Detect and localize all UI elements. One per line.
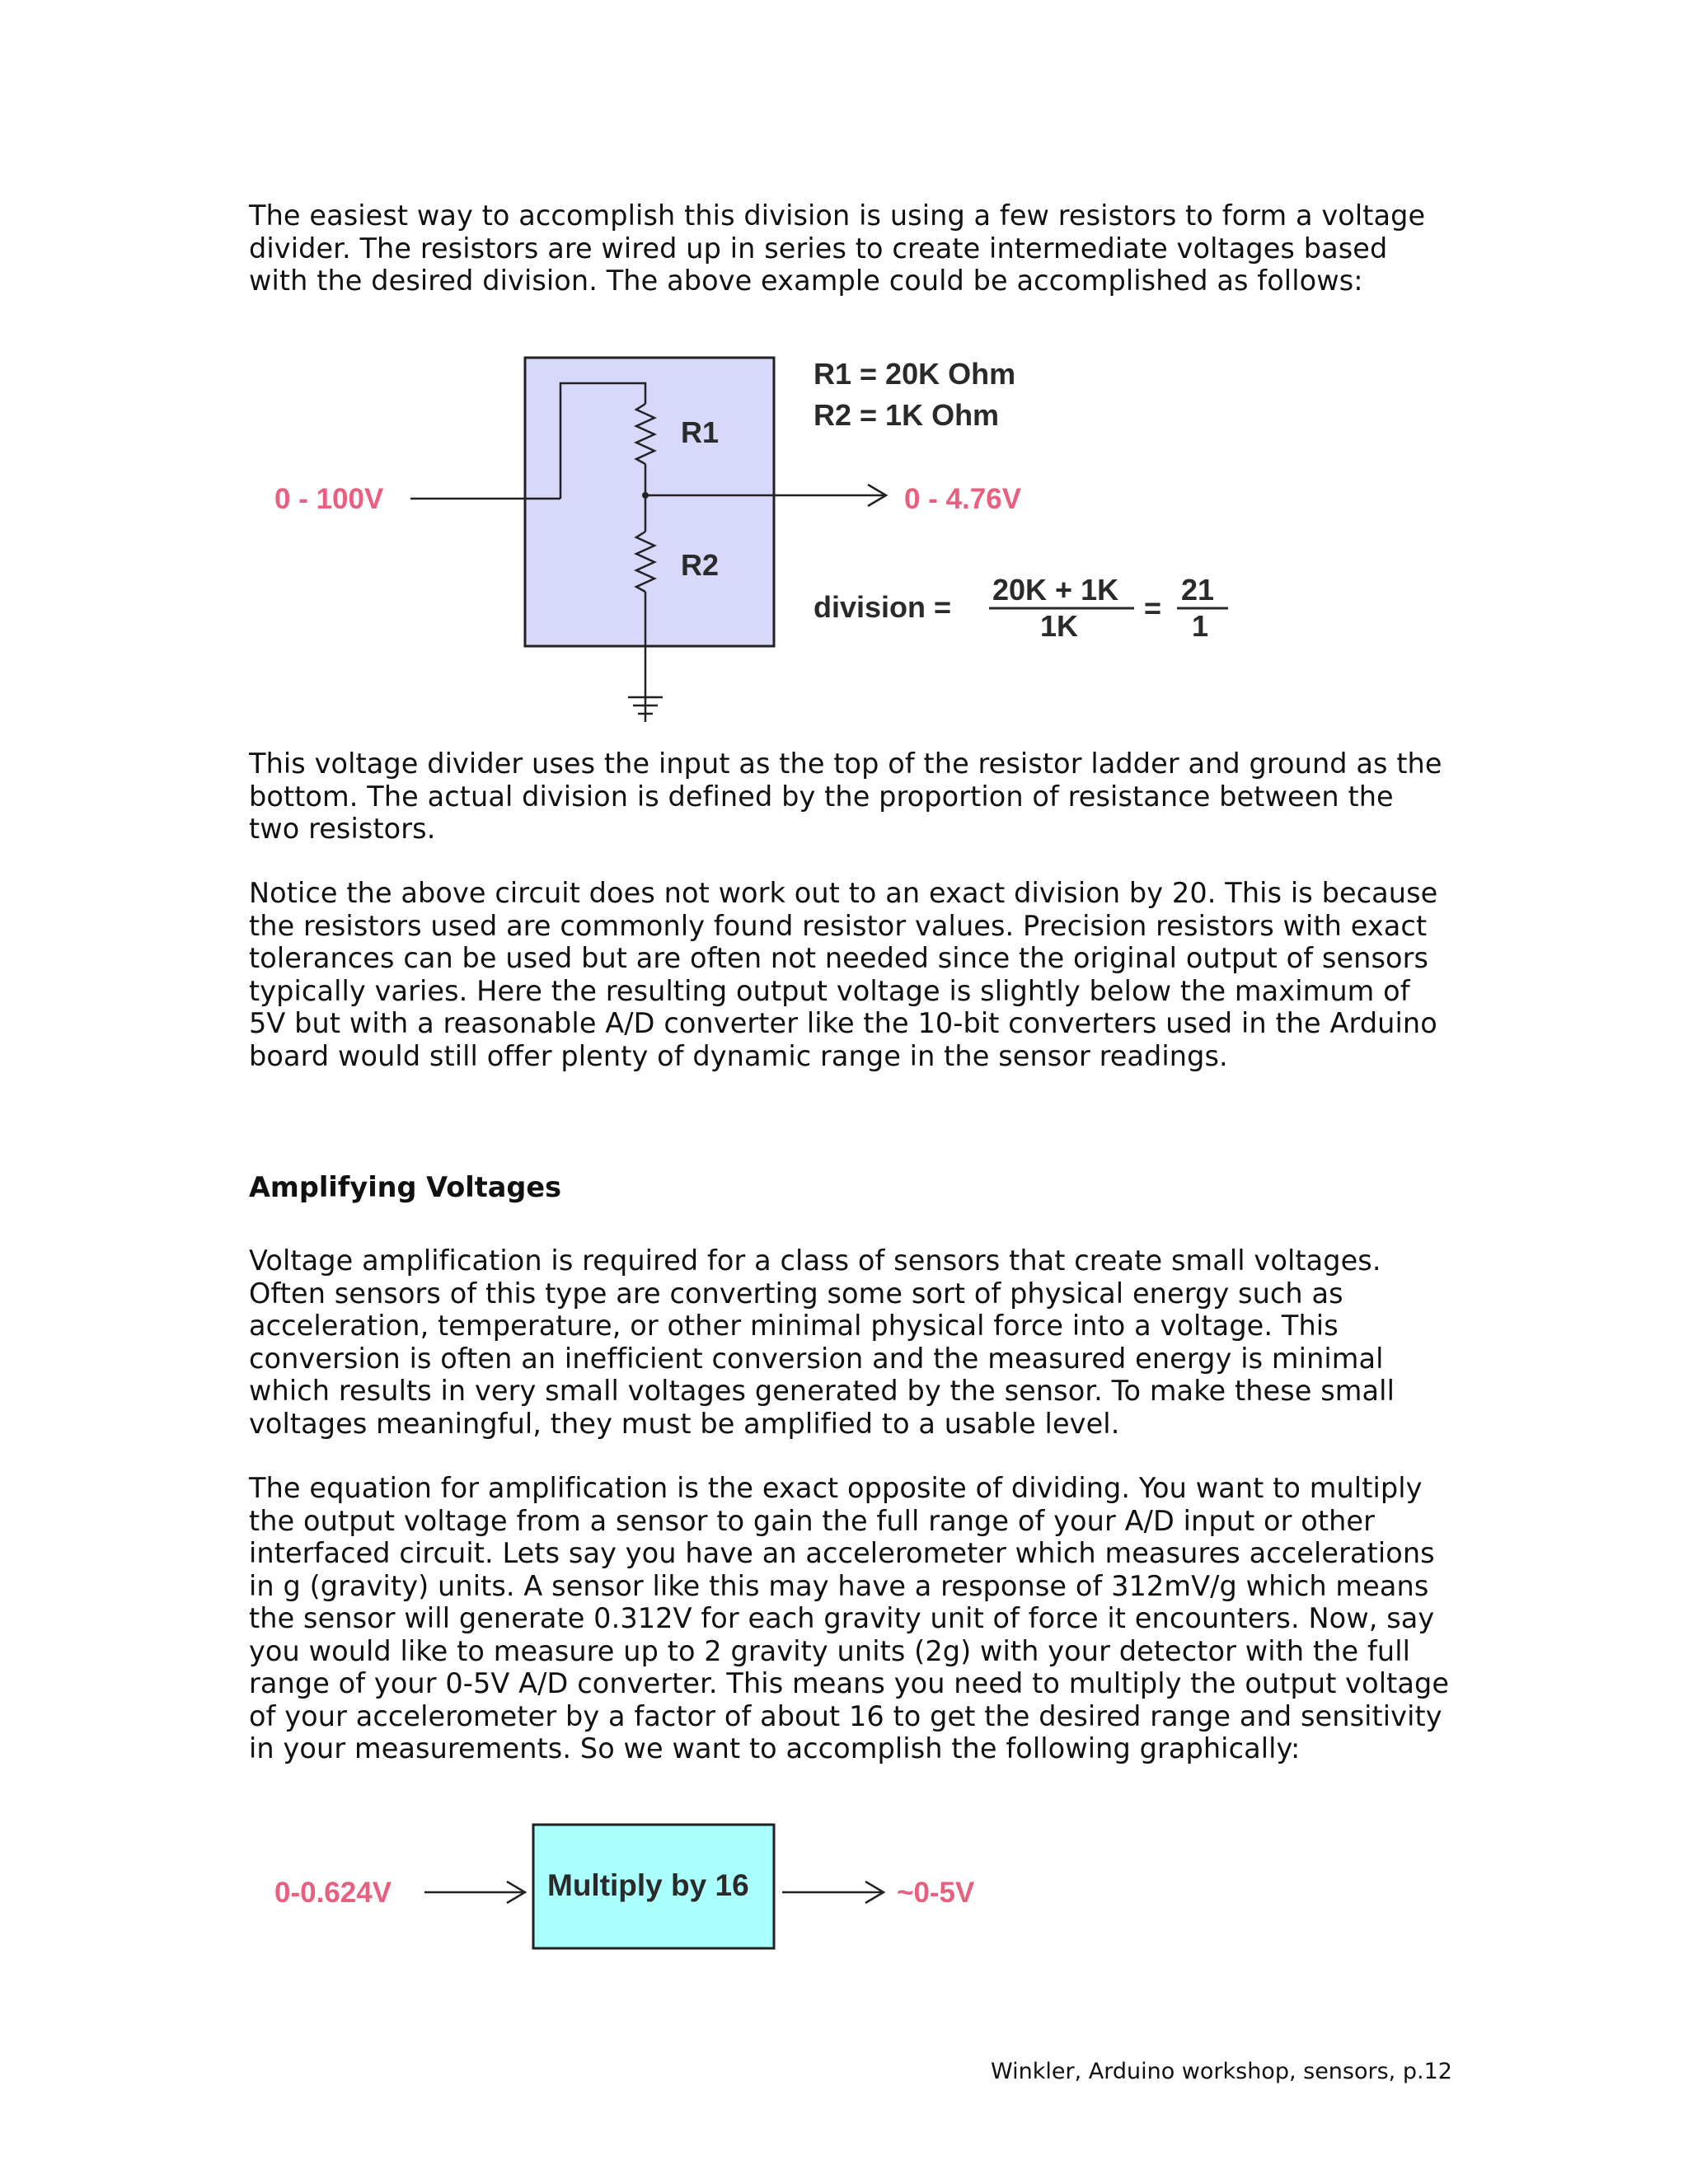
divider-box xyxy=(525,358,774,646)
paragraph-precision-note: Notice the above circuit does not work out to an exact division by 20. This is because the resistors used are commonly found resistor values. Precision resistors with exact tolerances can be used but are often not needed since the original output of sensors typically varies. Here the resulting output voltage is slightly below the maximum of 5V but with a reasonable A/D converter like the 10-bit converters used in the Arduino board would still offer plenty of dynamic range in the sensor readings. xyxy=(249,877,1438,1072)
voltage-divider-diagram xyxy=(0,338,1688,733)
paragraph-voltage-divider-intro: The easiest way to accomplish this division is using a few resistors to form a voltage divider. The resistors are wired up in series to create intermediate voltages based with the desired division. The above example could be accomplished as follows: xyxy=(249,199,1426,297)
paragraph-amplification-equation: The equation for amplification is the exact opposite of dividing. You want to multiply the output voltage from a sensor to gain the full range of your A/D input or other interfaced circuit. Lets say you have an accelerometer which measures accelerations in g (gravity) units. A sensor like this may have a response of 312mV/g which means the sensor will generate 0.312V for each gravity unit of force it encounters. Now, say you would like to measure up to 2 gravity units (2g) with your detector with the full range of your 0-5V A/D converter. This means you need to multiply the output voltage of your accelerometer by a factor of about 16 to get the desired range and sensitivity in your measurements. So we want to accomplish the following graphically: xyxy=(249,1472,1450,1765)
amplification-diagram xyxy=(0,1813,1688,1961)
paragraph-divider-explanation: This voltage divider uses the input as the top of the resistor ladder and ground as the bottom. The actual division is defined by the proportion of resistance between the two resistors. xyxy=(249,748,1442,845)
result-denominator: 1 xyxy=(1192,609,1209,643)
multiply-box-label: Multiply by 16 xyxy=(547,1868,749,1902)
division-label: division = xyxy=(814,590,952,624)
section-heading: Amplifying Voltages xyxy=(249,1171,562,1203)
page-footer: Winkler, Arduino workshop, sensors, p.12 xyxy=(991,2059,1452,2084)
r1-label: R1 xyxy=(681,415,720,449)
division-equals: = xyxy=(1144,591,1162,625)
amp-input-label: 0-0.624V xyxy=(274,1877,392,1909)
output-voltage-label: 0 - 4.76V xyxy=(904,483,1022,515)
r1-value: R1 = 20K Ohm xyxy=(814,357,1016,391)
r2-label: R2 xyxy=(681,548,720,582)
division-denominator: 1K xyxy=(1040,609,1079,643)
paragraph-amplification-intro: Voltage amplification is required for a class of sensors that create small voltages. Often sensors of this type are converting some sort of physical energy such as acceleration, temperature, or other minimal physical force into a voltage. This conversion is often an inefficient conversion and the measured energy is minimal which results in very small voltages generated by the sensor. To make these small voltages meaningful, they must be amplified to a usable level. xyxy=(249,1244,1395,1440)
input-voltage-label: 0 - 100V xyxy=(274,483,384,515)
amp-output-label: ~0-5V xyxy=(897,1877,975,1909)
division-numerator: 20K + 1K xyxy=(992,573,1119,607)
result-numerator: 21 xyxy=(1181,573,1215,607)
r2-value: R2 = 1K Ohm xyxy=(814,398,1000,432)
